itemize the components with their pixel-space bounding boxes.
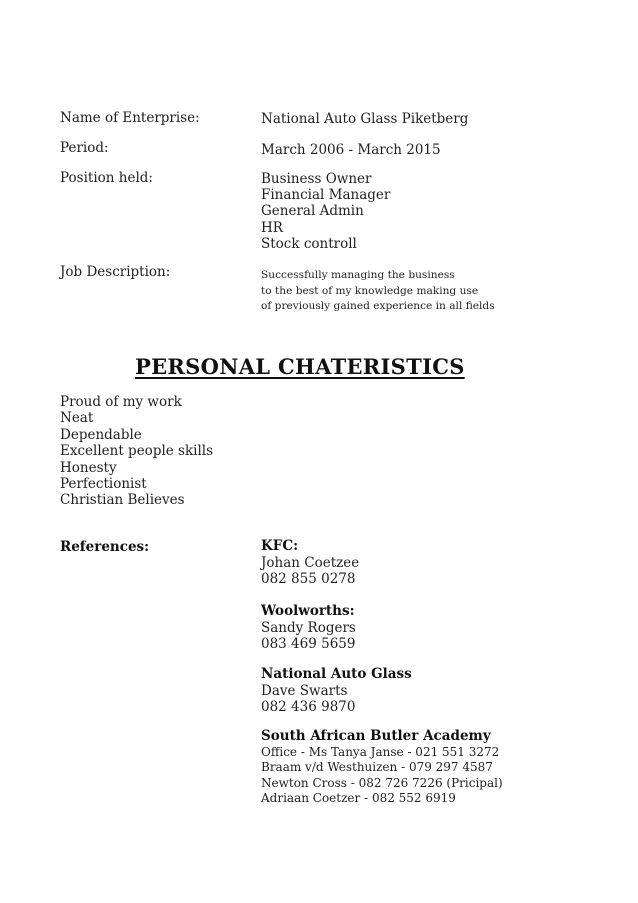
references-label: References: xyxy=(60,539,150,555)
reference-line: Dave Swarts xyxy=(261,682,348,699)
enterprise-label: Name of Enterprise: xyxy=(60,110,200,126)
position-list xyxy=(261,171,390,252)
traits-list xyxy=(60,394,213,509)
job-description-line: Successfully managing the business xyxy=(261,269,455,281)
reference-national-auto-glass xyxy=(261,666,412,716)
job-description-line: to the best of my knowledge making use xyxy=(261,284,479,297)
position-item: Financial Manager xyxy=(261,187,391,204)
job-description-line: of previously gained experience in all fields xyxy=(261,300,495,312)
reference-line: Johan Coetzee xyxy=(261,554,360,571)
reference-line: 083 469 5659 xyxy=(261,636,356,653)
reference-line: 082 855 0278 xyxy=(261,571,356,588)
reference-line: Newton Cross - 082 726 7226 (Pricipal) xyxy=(261,775,503,790)
trait-item: Honesty xyxy=(60,459,117,476)
reference-woolworths xyxy=(261,603,356,653)
job-description-text xyxy=(261,268,495,315)
reference-name: South African Butler Academy xyxy=(261,728,491,744)
reference-butler-academy xyxy=(261,728,503,807)
trait-item: Neat xyxy=(60,410,94,427)
reference-line: Sandy Rogers xyxy=(261,619,356,636)
trait-item: Dependable xyxy=(60,426,142,443)
reference-line: Office - Ms Tanya Janse - 021 551 3272 xyxy=(261,744,500,759)
reference-name: Woolworths: xyxy=(261,603,355,619)
reference-name: National Auto Glass xyxy=(261,666,412,682)
job-description-label: Job Description: xyxy=(60,264,171,280)
enterprise-value: National Auto Glass Piketberg xyxy=(261,111,469,127)
position-item: Business Owner xyxy=(261,171,372,187)
reference-name: KFC: xyxy=(261,538,299,554)
period-value: March 2006 - March 2015 xyxy=(261,142,441,158)
reference-line: 082 436 9870 xyxy=(261,699,356,716)
position-item: Stock controll xyxy=(261,235,357,252)
trait-item: Perfectionist xyxy=(60,476,147,493)
trait-item: Excellent people skills xyxy=(60,443,214,460)
position-item: HR xyxy=(261,219,283,236)
reference-line: Adriaan Coetzer - 082 552 6919 xyxy=(261,791,456,806)
period-label: Period: xyxy=(60,140,109,156)
position-item: General Admin xyxy=(261,203,364,220)
position-label: Position held: xyxy=(60,170,153,186)
personal-characteristics-heading: PERSONAL CHATERISTICS xyxy=(135,354,465,379)
trait-item: Proud of my work xyxy=(60,394,182,410)
reference-kfc xyxy=(261,538,359,588)
reference-line: Braam v/d Westhuizen - 079 297 4587 xyxy=(261,760,493,775)
trait-item: Christian Believes xyxy=(60,492,185,509)
